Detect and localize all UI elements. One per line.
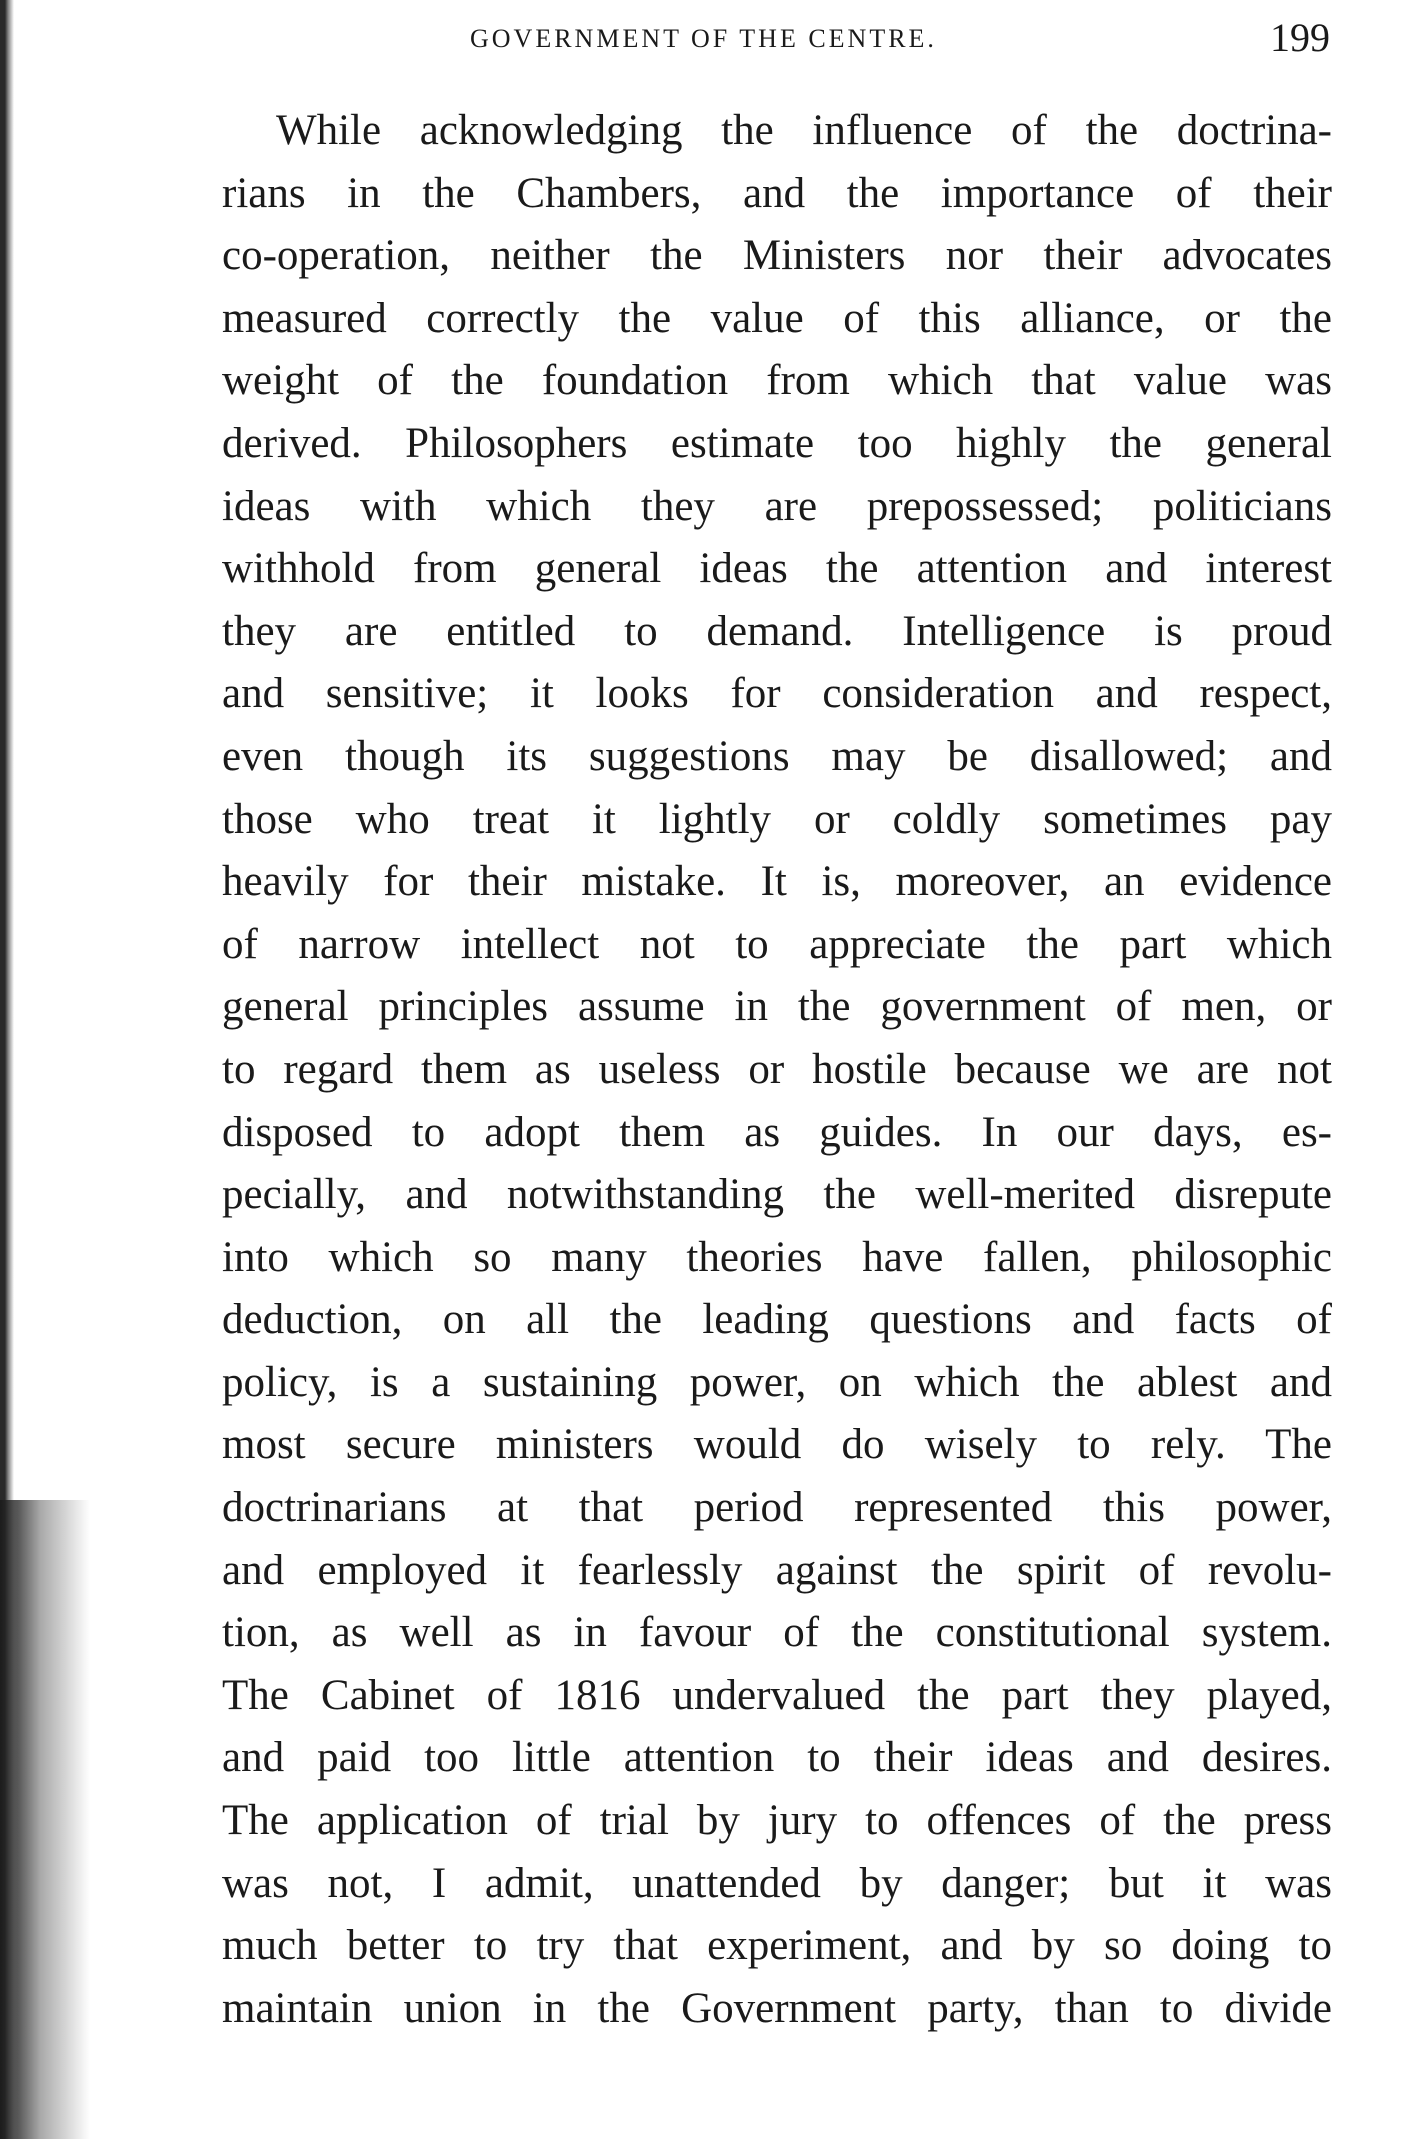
text-line: and employed it fearlessly against the spirit of revolu- [222,1546,1332,1594]
text-line: heavily for their mistake. It is, moreover, an evidence [222,858,1332,906]
body-paragraph [222,100,1332,2040]
text-line: The Cabinet of 1816 undervalued the part they played, [222,1671,1332,1719]
text-line: ideas with which they are prepossessed; politicians [222,482,1332,530]
text-line: they are entitled to demand. Intelligence is proud [222,607,1332,655]
text-line: While acknowledging the influence of the doctrina- [276,107,1332,154]
text-line: measured correctly the value of this alliance, or the [222,294,1332,342]
text-line: general principles assume in the government of men, or [222,983,1332,1031]
text-line: The application of trial by jury to offences of the press [222,1797,1332,1845]
text-line: of narrow intellect not to appreciate the part which [222,920,1332,968]
text-line: was not, I admit, unattended by danger; but it was [222,1859,1332,1907]
text-line: even though its suggestions may be disallowed; and [222,732,1332,780]
text-line: maintain union in the Government party, than to divide [222,1984,1332,2032]
text-line: pecially, and notwithstanding the well-merited disrepute [222,1171,1332,1219]
running-head [470,15,1330,68]
text-line: most secure ministers would do wisely to rely. The [222,1421,1332,1469]
running-head-title: GOVERNMENT OF THE CENTRE. [470,24,937,53]
text-line: doctrinarians at that period represented this power, [222,1484,1332,1532]
text-line: withhold from general ideas the attention and interest [222,545,1332,593]
text-line: rians in the Chambers, and the importance of their [222,169,1332,217]
text-line: and paid too little attention to their ideas and desires. [222,1734,1332,1782]
text-line: weight of the foundation from which that value was [222,357,1332,405]
page-gutter-shadow-lower [0,1500,90,2139]
text-line: those who treat it lightly or coldly sometimes pay [222,795,1332,843]
text-line: policy, is a sustaining power, on which the ablest and [222,1358,1332,1406]
text-line: tion, as well as in favour of the constitutional system. [222,1609,1332,1657]
text-line: deduction, on all the leading questions and facts of [222,1296,1332,1344]
text-line: to regard them as useless or hostile because we are not [222,1045,1332,1093]
text-line: derived. Philosophers estimate too highly the general [222,419,1332,467]
text-line: much better to try that experiment, and by so doing to [222,1922,1332,1970]
text-line: and sensitive; it looks for consideration and respect, [222,670,1332,718]
page-number: 199 [1270,15,1330,60]
text-line: disposed to adopt them as guides. In our days, es- [222,1108,1332,1156]
text-line: co-operation, neither the Ministers nor their advocates [222,232,1332,280]
text-line: into which so many theories have fallen, philosophic [222,1233,1332,1281]
